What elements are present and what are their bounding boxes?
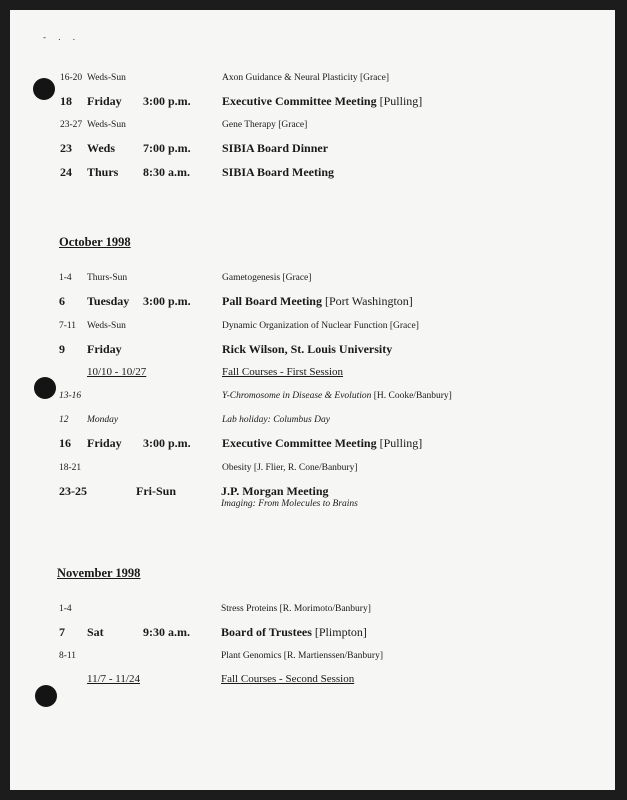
event-title: J.P. Morgan Meeting	[221, 484, 329, 498]
event-title: Obesity [J. Flier, R. Cone/Banbury]	[222, 463, 358, 473]
event-day: Thurs	[87, 165, 119, 179]
event-row	[10, 94, 615, 112]
event-date: 1-4	[59, 273, 72, 283]
event-date: 8-11	[59, 651, 77, 661]
event-date: 13-16	[59, 391, 82, 401]
stray-marks: - . .	[43, 32, 80, 42]
event-day: Friday	[87, 342, 122, 356]
event-date: 1-4	[59, 604, 72, 614]
event-row	[10, 120, 615, 138]
event-title-main: Pall Board Meeting	[222, 294, 322, 308]
event-date: 16-20	[60, 73, 83, 83]
event-title-note: [H. Cooke/Banbury]	[373, 391, 452, 401]
event-title: Gene Therapy [Grace]	[222, 120, 308, 130]
event-title: Stress Proteins [R. Morimoto/Banbury]	[221, 604, 371, 614]
event-day: Fri-Sun	[136, 484, 177, 498]
event-title: Lab holiday: Columbus Day	[222, 415, 330, 425]
event-date: 18	[60, 94, 72, 108]
event-day: Weds	[87, 141, 116, 155]
event-time: 3:00 p.m.	[143, 294, 191, 308]
event-title: SIBIA Board Meeting	[222, 165, 335, 179]
event-row	[10, 165, 615, 183]
event-title-main: Y-Chromosome in Disease & Evolution	[222, 391, 372, 401]
event-date: 24	[60, 165, 72, 179]
event-time: 7:00 p.m.	[143, 141, 191, 155]
event-day: Weds-Sun	[87, 73, 126, 83]
event-day: Friday	[87, 94, 122, 108]
event-row	[10, 651, 615, 669]
event-day: Friday	[87, 436, 122, 450]
event-title: Axon Guidance & Neural Plasticity [Grace]	[222, 73, 389, 83]
event-subtitle-row	[10, 499, 615, 517]
event-title	[221, 625, 367, 640]
event-day: Weds-Sun	[87, 321, 126, 331]
event-time: 3:00 p.m.	[143, 94, 191, 108]
event-title: Rick Wilson, St. Louis University	[222, 342, 393, 356]
event-date: 9	[59, 342, 65, 356]
event-date: 18-21	[59, 463, 82, 473]
event-title-note: [Plimpton]	[314, 625, 367, 639]
event-title	[222, 391, 452, 401]
event-row	[10, 436, 615, 454]
event-row	[10, 625, 615, 643]
event-date: 12	[59, 415, 69, 425]
event-row	[10, 141, 615, 159]
event-date: 16	[59, 436, 71, 450]
event-title-note: [Pulling]	[379, 94, 423, 108]
event-row	[10, 391, 615, 409]
event-day: Monday	[87, 415, 119, 425]
event-day: Weds-Sun	[87, 120, 126, 130]
event-row	[10, 273, 615, 291]
event-time: 3:00 p.m.	[143, 436, 191, 450]
session-title: Fall Courses - Second Session	[221, 673, 355, 685]
event-row	[10, 321, 615, 339]
event-day: Thurs-Sun	[87, 273, 128, 283]
event-row	[10, 463, 615, 481]
event-title-main: Executive Committee Meeting	[222, 436, 377, 450]
event-title-note: [Port Washington]	[324, 294, 413, 308]
event-date: 23-25	[59, 484, 87, 498]
session-dates: 10/10 - 10/27	[87, 366, 147, 378]
event-time: 9:30 a.m.	[143, 625, 190, 639]
event-date: 7	[59, 625, 65, 639]
event-row	[10, 73, 615, 91]
event-row	[10, 342, 615, 360]
month-heading-november: November 1998	[57, 566, 141, 580]
month-heading-october: October 1998	[59, 235, 131, 249]
event-title-note: [Pulling]	[379, 436, 423, 450]
event-day: Tuesday	[87, 294, 130, 308]
event-subtitle: Imaging: From Molecules to Brains	[221, 499, 358, 509]
session-dates: 11/7 - 11/24	[87, 673, 140, 685]
event-title: Dynamic Organization of Nuclear Function [Grace]	[222, 321, 419, 331]
event-date: 6	[59, 294, 65, 308]
event-title-main: Board of Trustees	[221, 625, 312, 639]
event-date: 7-11	[59, 321, 77, 331]
session-row	[10, 673, 615, 691]
event-time: 8:30 a.m.	[143, 165, 190, 179]
event-date: 23-27	[60, 120, 83, 130]
event-title	[222, 294, 413, 309]
event-row	[10, 294, 615, 312]
event-row	[10, 604, 615, 622]
event-row	[10, 415, 615, 433]
event-title: Plant Genomics [R. Martienssen/Banbury]	[221, 651, 384, 661]
event-title	[222, 94, 422, 109]
event-title	[222, 436, 422, 451]
event-title: Gametogenesis [Grace]	[222, 273, 312, 283]
session-row	[10, 366, 615, 384]
document-page	[10, 10, 615, 790]
event-date: 23	[60, 141, 72, 155]
event-day: Sat	[87, 625, 104, 639]
session-title: Fall Courses - First Session	[222, 366, 344, 378]
event-title: SIBIA Board Dinner	[222, 141, 329, 155]
event-title-main: Executive Committee Meeting	[222, 94, 377, 108]
